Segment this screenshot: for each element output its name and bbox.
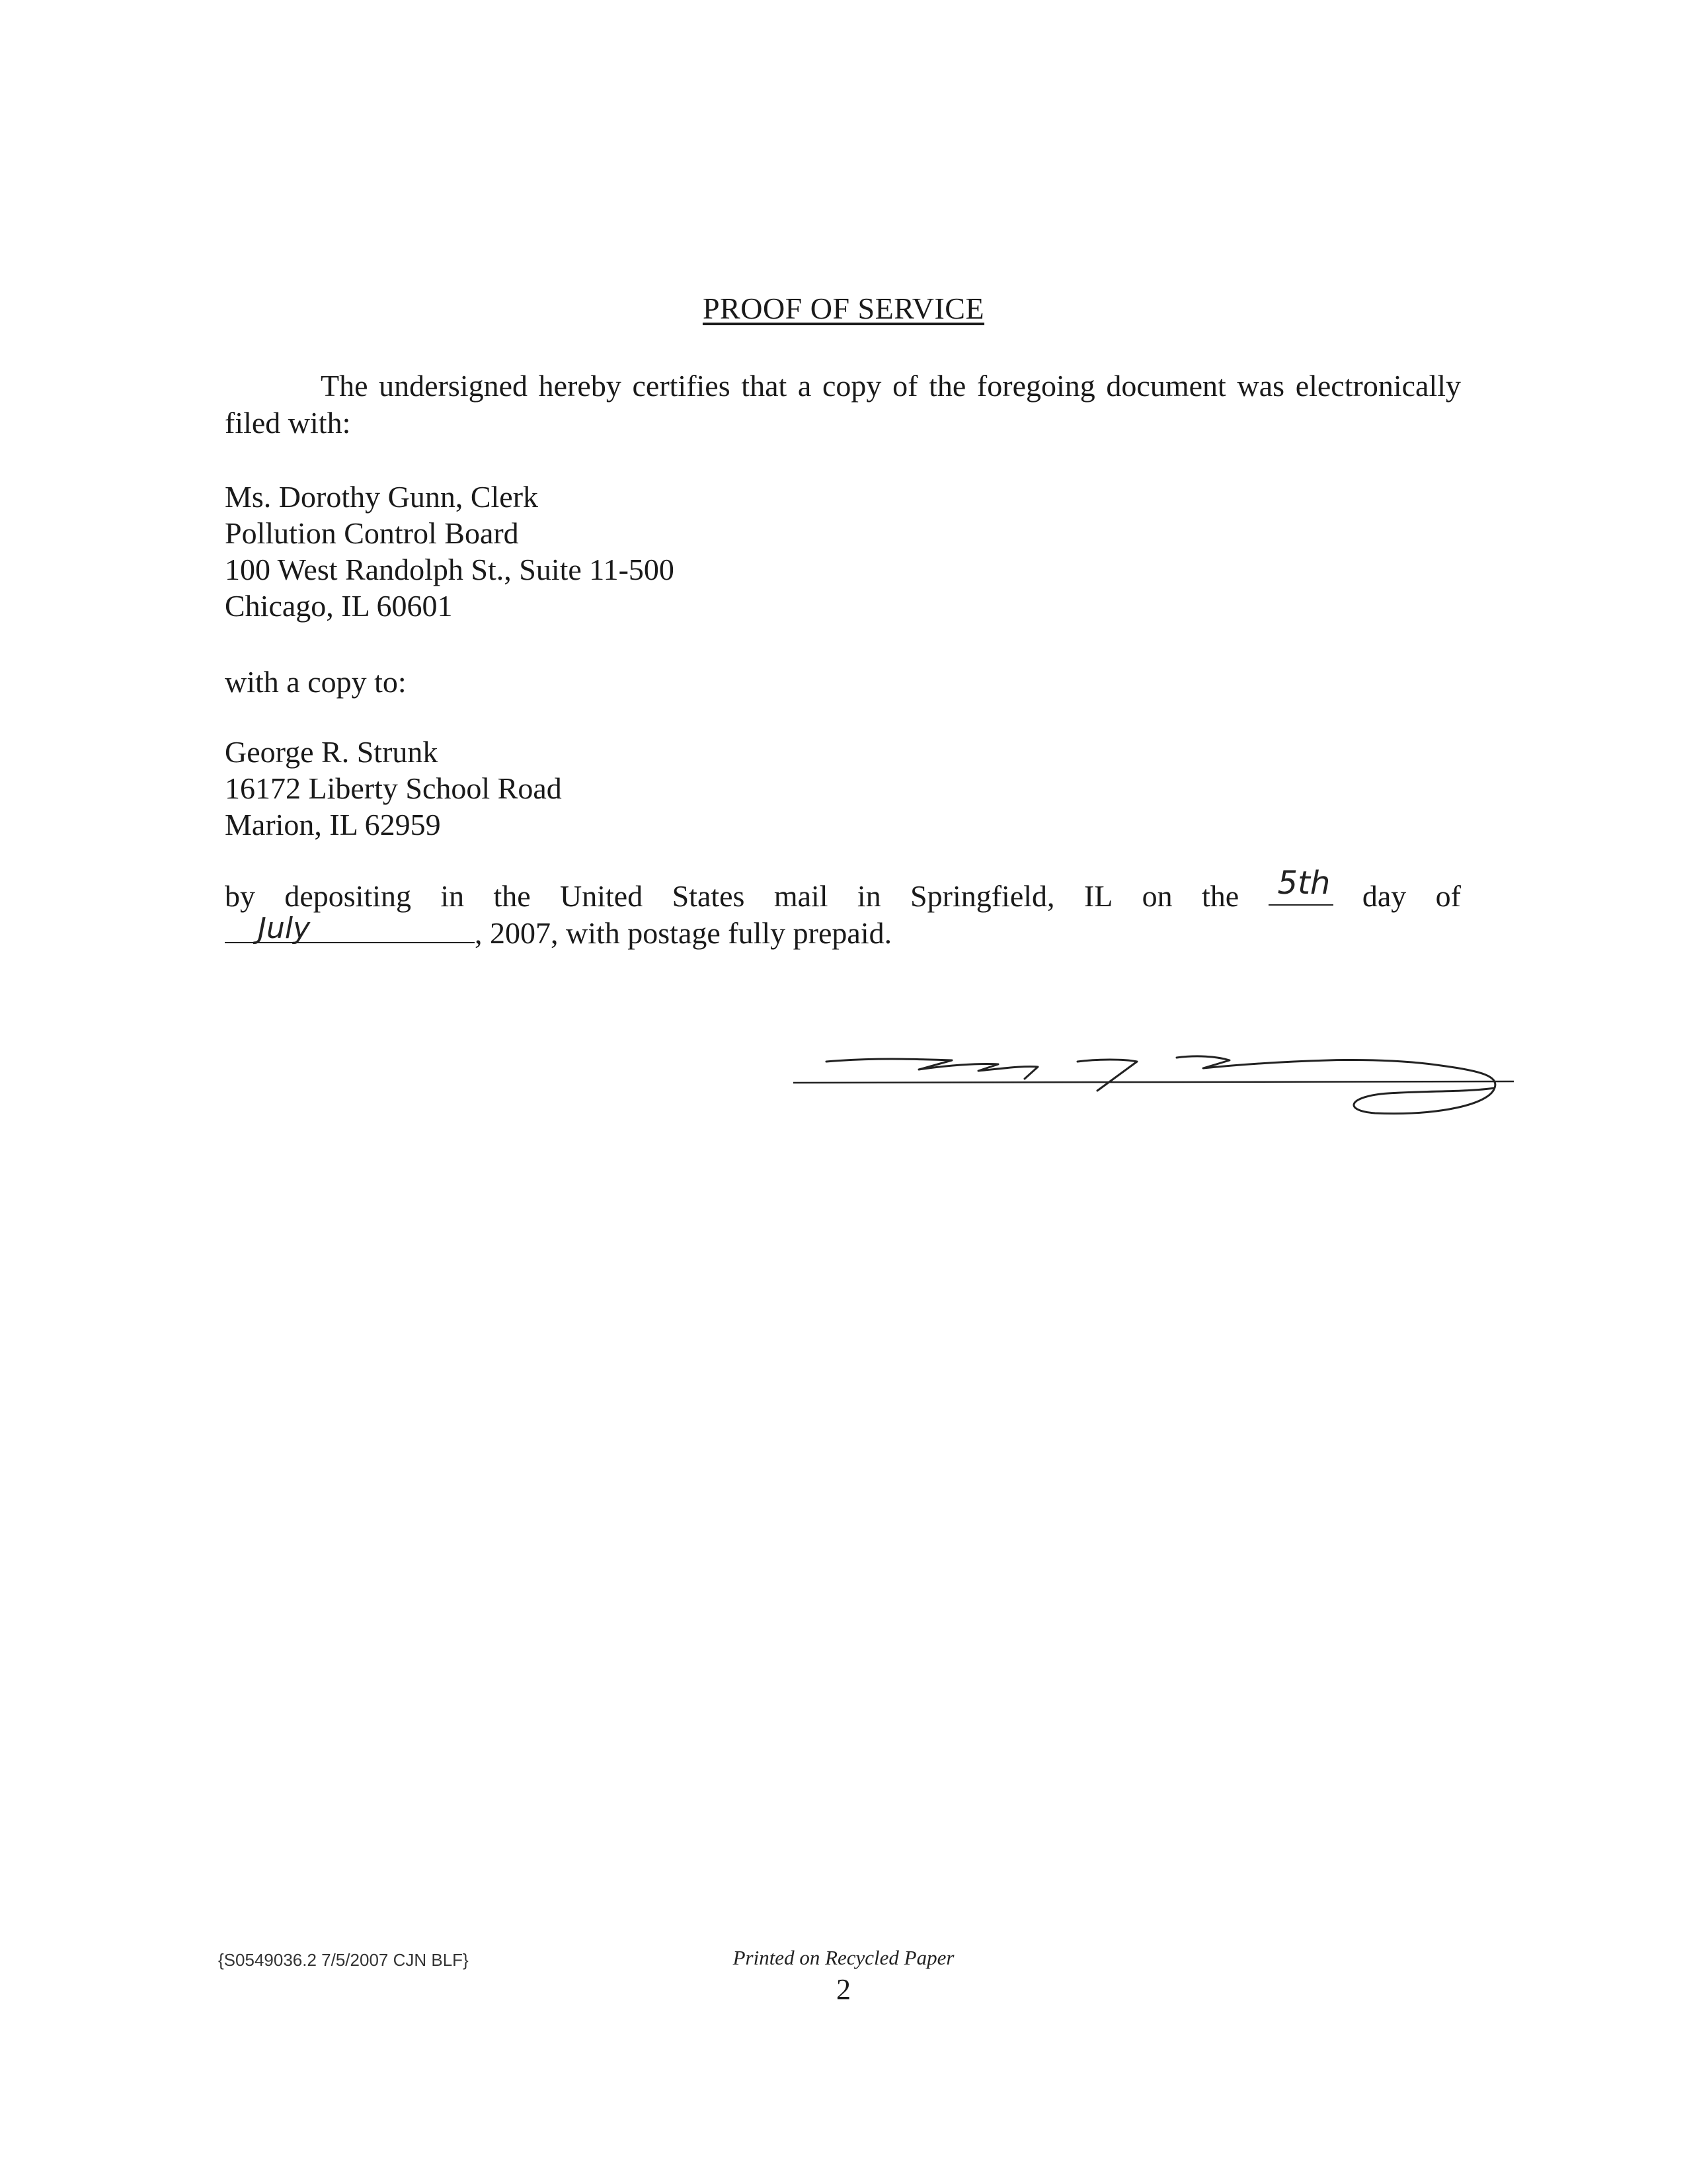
recycled-paper-note: [0, 1946, 1687, 1970]
recipient-address: [225, 479, 674, 624]
copy-to-text: with a copy to:: [225, 665, 407, 699]
month-blank: [225, 912, 475, 945]
recycled-paper-text: Printed on Recycled Paper: [732, 1946, 955, 1969]
copy-recipient-line: 16172 Liberty School Road: [225, 771, 562, 805]
service-word: mail: [773, 879, 828, 913]
page-title: PROOF OF SERVICE: [702, 292, 985, 325]
signature: [780, 1031, 1520, 1130]
service-word: by: [225, 879, 255, 913]
document-id: {S0549036.2 7/5/2007 CJN BLF}: [218, 1950, 469, 1970]
service-word: Springfield,: [910, 879, 1055, 913]
service-word: in: [440, 879, 465, 913]
certification-paragraph: The undersigned hereby certifies that a copy of the foregoing document was electronically filed with:: [225, 369, 1461, 440]
recipient-line: Pollution Control Board: [225, 516, 519, 550]
recipient-line: Ms. Dorothy Gunn, Clerk: [225, 480, 539, 514]
service-line-2: [225, 912, 1461, 952]
service-word: United: [560, 879, 643, 913]
service-statement: [225, 865, 1461, 952]
service-word: the: [1201, 879, 1239, 913]
service-word: on: [1142, 879, 1173, 913]
copy-recipient-line: George R. Strunk: [225, 735, 438, 769]
handwritten-day: 5th: [1277, 865, 1331, 902]
copy-to-label: [225, 664, 407, 700]
day-blank: [1269, 865, 1333, 906]
service-line-1: [225, 865, 1461, 915]
service-word: day: [1362, 879, 1407, 913]
service-word: IL: [1083, 879, 1113, 913]
service-word: of: [1435, 879, 1461, 913]
service-tail: , 2007, with postage fully prepaid.: [475, 916, 892, 950]
service-word: the: [493, 879, 531, 913]
service-word: States: [672, 879, 745, 913]
service-word: depositing: [284, 879, 412, 913]
service-word: in: [857, 879, 881, 913]
handwritten-month: July: [258, 912, 311, 945]
recipient-line: Chicago, IL 60601: [225, 589, 453, 623]
copy-recipient-address: [225, 734, 562, 843]
recipient-line: 100 West Randolph St., Suite 11-500: [225, 553, 674, 586]
copy-recipient-line: Marion, IL 62959: [225, 808, 441, 841]
page-number: 2: [836, 1973, 851, 2006]
